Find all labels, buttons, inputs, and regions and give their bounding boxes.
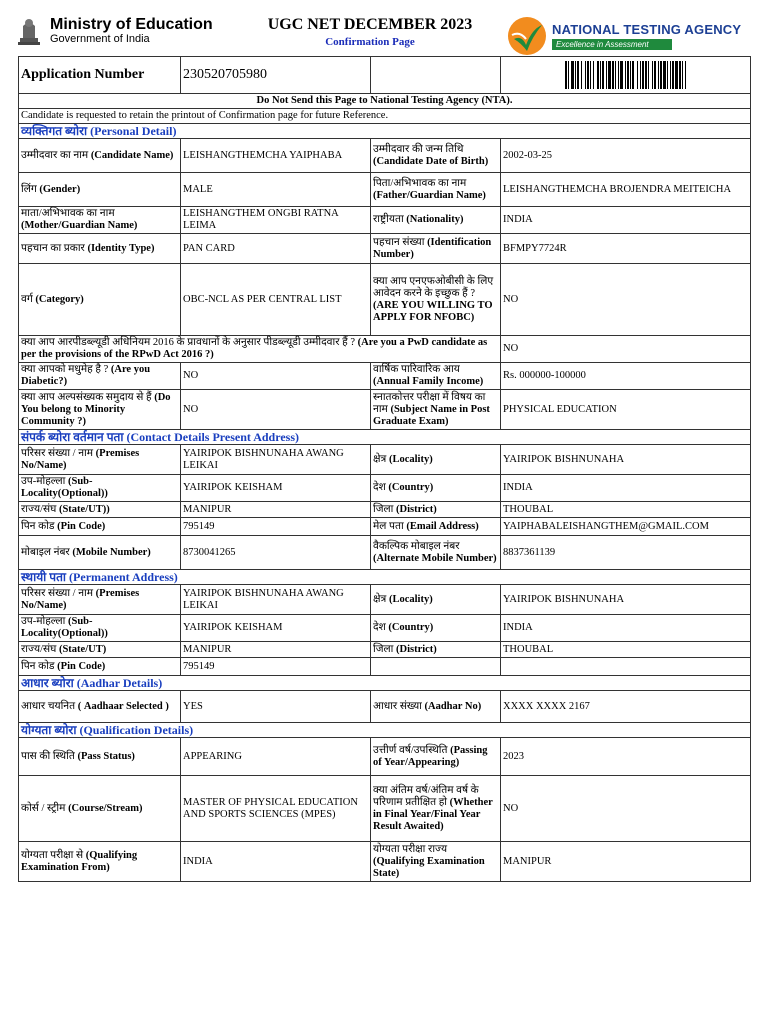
field-value: Rs. 000000-100000 (501, 363, 751, 390)
field-label-hindi: क्या आप एनएफओबीसी के लिए आवेदन करने के इच्छुक हैं ? (373, 275, 494, 299)
field-value: YAIRIPOK KEISHAM (181, 475, 371, 502)
barcode-bar (686, 61, 687, 89)
field-label-english: ( Aadhaar Selected ) (77, 700, 169, 712)
field-label-hindi: क्या अंतिम वर्ष/अंतिम वर्ष के परिणाम प्रतीक्षित हो (373, 784, 479, 808)
field-label-hindi: परिसर संख्या / नाम (21, 587, 94, 599)
field-value: PHYSICAL EDUCATION (501, 390, 751, 430)
field-label-english: (Pin Code) (57, 520, 106, 532)
field-value: 795149 (181, 658, 371, 676)
field-label-english: (ARE YOU WILLING TO APPLY FOR NFOBC) (373, 299, 493, 323)
field-label-english: (Qualifying Examination From) (21, 849, 138, 873)
notice-text: Do Not Send this Page to National Testing Agency (NTA). (19, 94, 751, 109)
field-label-hindi: वर्ग (21, 293, 33, 305)
field-label (19, 691, 181, 723)
field-label-english: (Do You belong to Minority Community ?) (21, 391, 171, 427)
confirmation-table (18, 56, 751, 882)
field-label (371, 642, 501, 658)
table-row (19, 691, 751, 723)
field-label (371, 207, 501, 234)
field-label (371, 363, 501, 390)
page-subtitle: Confirmation Page (325, 36, 415, 48)
field-value: INDIA (181, 842, 371, 882)
field-label (19, 445, 181, 475)
field-label-hindi: लिंग (21, 183, 37, 195)
pwd-row (19, 336, 751, 363)
field-label-english: (Category) (35, 293, 84, 305)
field-value: LEISHANGTHEMCHA YAIPHABA (181, 139, 371, 173)
personal-section-row (19, 124, 751, 139)
field-value: INDIA (501, 207, 751, 234)
field-value: 795149 (181, 518, 371, 536)
field-label-english: (Locality) (388, 453, 433, 465)
field-value: NO (181, 390, 371, 430)
table-row (19, 585, 751, 615)
field-label-hindi: उम्मीदवार की जन्म तिथि (373, 143, 464, 155)
field-value (501, 658, 751, 676)
field-value: MALE (181, 173, 371, 207)
field-label-english: (Identity Type) (87, 242, 155, 254)
document-title-block (260, 16, 480, 50)
field-value: MANIPUR (181, 502, 371, 518)
field-label-hindi: उत्तीर्ण वर्ष/उपस्थिति (373, 744, 448, 756)
field-label-hindi: पिता/अभिभावक का नाम (373, 177, 467, 189)
field-label-hindi: वैकल्पिक मोबाइल नंबर (373, 540, 460, 552)
field-label-hindi: जिला (373, 643, 394, 655)
field-label-hindi: योग्यता परीक्षा से (21, 849, 84, 861)
field-label-english: (State/UT) (58, 643, 107, 655)
field-label (19, 738, 181, 776)
field-label (371, 234, 501, 264)
field-label (371, 738, 501, 776)
field-label (371, 173, 501, 207)
field-label-hindi: उम्मीदवार का नाम (21, 149, 89, 161)
field-label (19, 390, 181, 430)
field-value: INDIA (501, 615, 751, 642)
field-label (19, 536, 181, 570)
field-value: NO (501, 264, 751, 336)
aadhar-heading: आधार ब्योरा (Aadhar Details) (19, 676, 751, 691)
field-label (371, 264, 501, 336)
field-label (371, 390, 501, 430)
nta-logo-icon (506, 15, 548, 57)
barcode (503, 61, 748, 89)
table-row (19, 207, 751, 234)
field-label-english: (State/UT)) (58, 503, 110, 515)
field-label-hindi: राज्य/संघ (21, 503, 57, 515)
field-label (371, 658, 501, 676)
field-label-hindi: पिन कोड (21, 520, 55, 532)
field-label-english: (Country) (388, 622, 434, 633)
field-value: APPEARING (181, 738, 371, 776)
personal-heading: व्यक्तिगत ब्योरा (Personal Detail) (19, 124, 751, 139)
field-label-hindi: पिन कोड (21, 660, 55, 672)
field-label-english: (Locality) (388, 593, 433, 605)
field-value: YAIRIPOK BISHNUNAHA AWANG LEIKAI (181, 585, 371, 615)
field-label (371, 585, 501, 615)
field-label-english: (Gender) (39, 183, 81, 195)
field-value: OBC-NCL AS PER CENTRAL LIST (181, 264, 371, 336)
field-label (371, 536, 501, 570)
field-label-hindi: राज्य/संघ (21, 643, 57, 655)
table-row (19, 738, 751, 776)
field-label-hindi: पहचान संख्या (373, 236, 425, 248)
contact-present-heading: संपर्क ब्योरा वर्तमान पता (Contact Details Present Address) (19, 430, 751, 445)
field-label-hindi: क्या आप अल्पसंख्यक समुदाय से हैं (21, 391, 152, 403)
table-row (19, 536, 751, 570)
agency-name: NATIONAL TESTING AGENCY (552, 22, 742, 37)
application-number-value: 230520705980 (181, 57, 371, 94)
field-label (19, 475, 181, 502)
field-label (371, 615, 501, 642)
field-label-english: (Email Address) (406, 520, 479, 532)
field-label-hindi: पास की स्थिति (21, 750, 75, 762)
field-value: MANIPUR (181, 642, 371, 658)
field-label-english: (Premises No/Name) (21, 447, 140, 471)
field-value: THOUBAL (501, 642, 751, 658)
field-label-english: (District) (395, 503, 437, 515)
field-label-english: (Father/Guardian Name) (373, 189, 486, 201)
field-label (371, 518, 501, 536)
retain-note-text: Candidate is requested to retain the printout of Confirmation page for future Reference. (19, 109, 751, 124)
field-label-english: (Annual Family Income) (373, 376, 484, 387)
field-label-hindi: आधार संख्या (373, 700, 422, 712)
field-label (19, 585, 181, 615)
field-value: BFMPY7724R (501, 234, 751, 264)
field-label-english: (Whether in Final Year/Final Year Result Awaited) (373, 796, 493, 832)
field-value: YAIRIPOK KEISHAM (181, 615, 371, 642)
field-label-english: (Subject Name in Post Graduate Exam) (373, 403, 490, 427)
field-value: 2002-03-25 (501, 139, 751, 173)
field-value: YAIRIPOK BISHNUNAHA (501, 445, 751, 475)
field-value: MASTER OF PHYSICAL EDUCATION AND SPORTS SCIENCES (MPES) (181, 776, 371, 842)
field-label-hindi: स्नातकोत्तर परीक्षा में विषय का नाम (373, 391, 486, 415)
field-label-english: (Nationality) (406, 214, 464, 225)
qualification-section-row (19, 723, 751, 738)
pwd-question-english: (Are you a PwD candidate as per the provisions of the RPwD Act 2016 ?) (21, 337, 488, 360)
field-label-hindi: राष्ट्रीयता (373, 214, 404, 225)
field-label-hindi: वार्षिक पारिवारिक आय (373, 364, 460, 375)
pwd-value: NO (501, 336, 751, 363)
pwd-question-hindi: क्या आप आरपीडब्ल्यूडी अधिनियम 2016 के प्रावधानों के अनुसार पीडब्ल्यूडी उम्मीदवार हैं ? (21, 337, 356, 348)
application-number-label: Application Number (19, 57, 181, 94)
field-label-english: (Mother/Guardian Name) (21, 220, 138, 231)
agency-tagline: Excellence in Assessment (552, 39, 672, 50)
field-label (371, 502, 501, 518)
field-label-english: (Sub-Locality(Optional)) (21, 616, 108, 639)
field-label-hindi: आधार चयनित (21, 700, 76, 712)
field-label (371, 842, 501, 882)
barcode-cell (501, 57, 751, 94)
field-value: MANIPUR (501, 842, 751, 882)
field-label-hindi: क्षेत्र (373, 453, 387, 465)
field-value: 8837361139 (501, 536, 751, 570)
table-row (19, 264, 751, 336)
permanent-section-row (19, 570, 751, 585)
field-value: PAN CARD (181, 234, 371, 264)
table-row (19, 363, 751, 390)
field-value: INDIA (501, 475, 751, 502)
table-row (19, 842, 751, 882)
qualification-heading: योग्यता ब्योरा (Qualification Details) (19, 723, 751, 738)
field-label-hindi: मोबाइल नंबर (21, 546, 70, 558)
field-value: YAIRIPOK BISHNUNAHA (501, 585, 751, 615)
ministry-block (14, 14, 213, 48)
field-label (19, 776, 181, 842)
field-value: XXXX XXXX 2167 (501, 691, 751, 723)
field-label-english: (Course/Stream) (68, 802, 143, 814)
table-row (19, 642, 751, 658)
field-label-english: (District) (395, 643, 437, 655)
pwd-question (19, 336, 501, 363)
field-label (19, 642, 181, 658)
table-row (19, 390, 751, 430)
field-label-english: (Alternate Mobile Number) (373, 552, 497, 564)
field-value: YAIPHABALEISHANGTHEM@GMAIL.COM (501, 518, 751, 536)
field-label-hindi: मेल पता (373, 520, 404, 532)
field-label-hindi: उप-मोहल्ला (21, 616, 66, 627)
field-label-hindi: देश (373, 622, 386, 633)
retain-note-row (19, 109, 751, 124)
field-value: 8730041265 (181, 536, 371, 570)
blank-cell (371, 57, 501, 94)
ministry-name: Ministry of Education (50, 16, 213, 33)
field-label-hindi: जिला (373, 503, 394, 515)
application-row (19, 57, 751, 94)
page-header (0, 0, 768, 56)
table-row (19, 234, 751, 264)
field-value: LEISHANGTHEMCHA BROJENDRA MEITEICHA (501, 173, 751, 207)
field-label (19, 518, 181, 536)
field-label-hindi: कोर्स / स्ट्रीम (21, 802, 66, 814)
field-label-english: (Country) (388, 482, 434, 493)
field-label-hindi: माता/अभिभावक का नाम (21, 208, 115, 219)
field-label (371, 445, 501, 475)
field-label (19, 234, 181, 264)
nta-block (506, 15, 741, 57)
exam-title: UGC NET DECEMBER 2023 (267, 16, 473, 33)
table-row (19, 445, 751, 475)
field-value: LEISHANGTHEM ONGBI RATNA LEIMA (181, 207, 371, 234)
field-value: NO (501, 776, 751, 842)
table-row (19, 518, 751, 536)
field-label-english: (Qualifying Examination State) (373, 855, 485, 879)
table-row (19, 173, 751, 207)
contact-present-section-row (19, 430, 751, 445)
field-label (371, 691, 501, 723)
field-label-hindi: क्या आपको मधुमेह है ? (21, 364, 109, 375)
field-label-hindi: परिसर संख्या / नाम (21, 447, 94, 459)
table-row (19, 776, 751, 842)
aadhar-section-row (19, 676, 751, 691)
field-label (371, 139, 501, 173)
field-label (19, 207, 181, 234)
field-label (19, 173, 181, 207)
field-label (371, 776, 501, 842)
field-label-hindi: देश (373, 482, 386, 493)
table-row (19, 502, 751, 518)
field-label (19, 615, 181, 642)
field-label-english: (Passing of Year/Appearing) (373, 744, 488, 768)
field-label (19, 502, 181, 518)
field-value: YAIRIPOK BISHNUNAHA AWANG LEIKAI (181, 445, 371, 475)
national-emblem-icon (14, 14, 44, 48)
field-label-hindi: उप-मोहल्ला (21, 476, 66, 487)
notice-row (19, 94, 751, 109)
field-label-english: (Aadhar No) (424, 700, 482, 712)
field-label-english: (Sub-Locality(Optional)) (21, 476, 108, 499)
table-row (19, 139, 751, 173)
field-label (19, 139, 181, 173)
field-label-english: (Candidate Date of Birth) (373, 155, 489, 167)
table-row (19, 475, 751, 502)
field-label-english: (Pin Code) (57, 660, 106, 672)
field-value: 2023 (501, 738, 751, 776)
field-label-hindi: पहचान का प्रकार (21, 242, 85, 254)
field-value: YES (181, 691, 371, 723)
field-label (371, 475, 501, 502)
field-label (19, 363, 181, 390)
permanent-heading: स्थायी पता (Permanent Address) (19, 570, 751, 585)
field-label-english: (Are you Diabetic?) (21, 364, 151, 387)
field-label (19, 658, 181, 676)
field-value: NO (181, 363, 371, 390)
field-value: THOUBAL (501, 502, 751, 518)
government-name: Government of India (50, 33, 150, 45)
field-label (19, 264, 181, 336)
field-label (19, 842, 181, 882)
field-label-english: (Mobile Number) (72, 546, 151, 558)
field-label-english: (Pass Status) (77, 750, 135, 762)
table-row (19, 658, 751, 676)
field-label-hindi: क्षेत्र (373, 593, 387, 605)
field-label-english: (Premises No/Name) (21, 587, 140, 611)
field-label-english: (Candidate Name) (90, 149, 174, 161)
table-row (19, 615, 751, 642)
field-label-english: (Identification Number) (373, 236, 492, 260)
field-label-hindi: योग्यता परीक्षा राज्य (373, 843, 448, 855)
